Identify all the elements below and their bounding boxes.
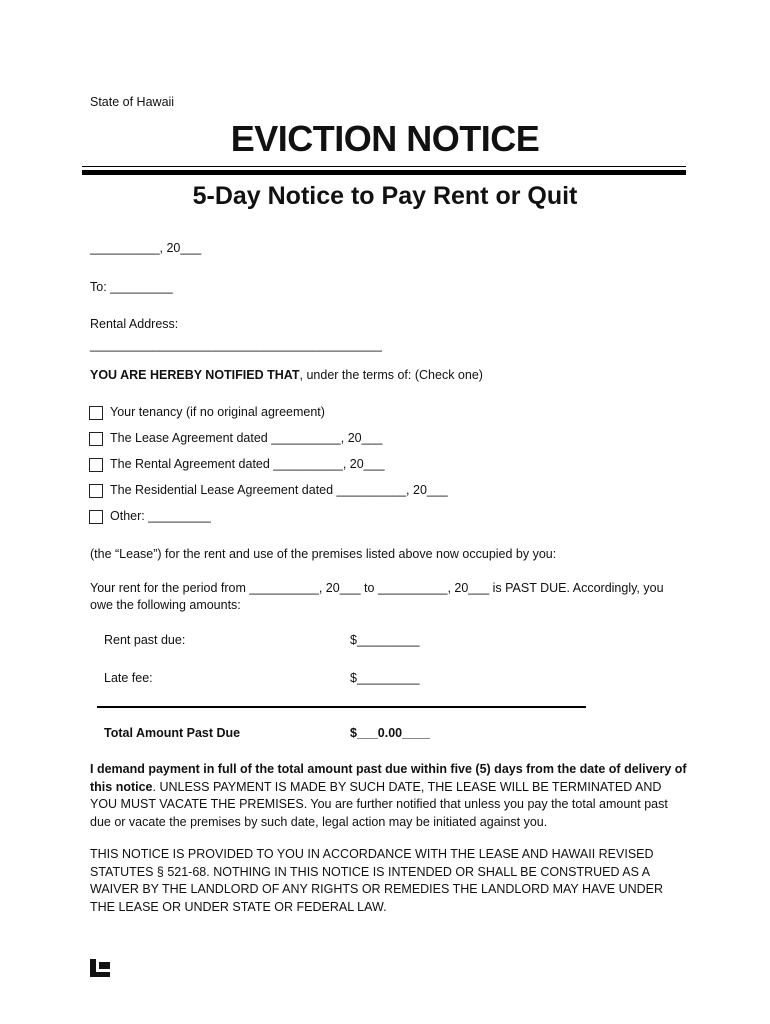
document-subtitle: 5-Day Notice to Pay Rent or Quit [192,182,578,210]
demand-rest: . UNLESS PAYMENT IS MADE BY SUCH DATE, THE LEASE WILL BE TERMINATED AND YOU MUST VACATE THE PREMISES. You are further notified that unless you pay the total amount past due or vacate the premises by such date, legal action may be initiated against you. [90,779,668,829]
legal-templates-logo-icon [90,959,110,977]
document-title: EVICTION NOTICE [230,118,540,159]
state-label: State of Hawaii [90,95,175,109]
checkbox[interactable] [89,432,103,446]
option-rental-agreement[interactable] [89,456,385,473]
option-residential-lease[interactable] [89,482,448,499]
checkbox[interactable] [89,406,103,420]
option-other[interactable] [89,508,211,525]
title-divider-thin [82,166,686,167]
option-label: Other: _________ [110,509,211,523]
notified-statement [90,367,483,384]
date-field[interactable]: __________, 20___ [90,241,202,255]
total-divider [97,706,586,708]
rent-past-due-field[interactable]: $_________ [350,633,420,647]
rental-address-label: Rental Address: [90,317,179,331]
rent-period-statement: Your rent for the period from __________, 20___ to __________, 20___ is PAST DUE. Accordingly, you owe the following amounts: [90,581,664,612]
late-fee-label: Late fee: [104,671,153,685]
option-lease-agreement[interactable] [89,430,382,447]
checkbox[interactable] [89,510,103,524]
option-label: The Residential Lease Agreement dated __________, 20___ [110,483,448,497]
recipient-field[interactable]: To: _________ [90,280,173,294]
rental-address-field[interactable]: __________________________________________ [90,338,382,352]
option-label: The Rental Agreement dated __________, 20___ [110,457,385,471]
demand-bold: I demand payment in full of the total amount past due within five (5) days from the date of delivery of this notice [90,762,687,794]
total-past-due-label: Total Amount Past Due [104,726,241,740]
option-label: Your tenancy (if no original agreement) [110,405,325,419]
total-past-due-value: $___0.00____ [350,726,430,740]
lease-description: (the “Lease”) for the rent and use of the premises listed above now occupied by you: [90,547,557,561]
title-divider-thick [82,170,686,175]
legal-notice-paragraph: THIS NOTICE IS PROVIDED TO YOU IN ACCORDANCE WITH THE LEASE AND HAWAII REVISED STATUTES § 521-68. NOTHING IN THIS NOTICE IS INTENDED OR SHALL BE CONSTRUED AS A WAIVER BY THE LANDLORD OF ANY RIGHTS OR REMEDIES THE LANDLORD MAY HAVE UNDER THE LEASE OR UNDER STATE OR FEDERAL LAW. [90,847,664,914]
checkbox[interactable] [89,484,103,498]
late-fee-field[interactable]: $_________ [350,671,420,685]
notified-rest: , under the terms of: (Check one) [299,368,483,382]
checkbox[interactable] [89,458,103,472]
notified-bold: YOU ARE HEREBY NOTIFIED THAT [90,368,300,382]
rent-past-due-label: Rent past due: [104,633,186,647]
payment-demand-paragraph [90,761,690,831]
option-tenancy[interactable] [89,404,325,421]
option-label: The Lease Agreement dated __________, 20___ [110,431,383,445]
